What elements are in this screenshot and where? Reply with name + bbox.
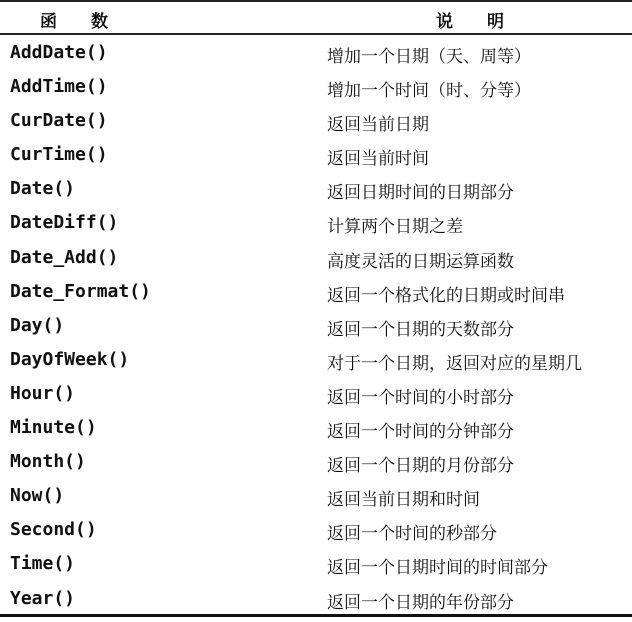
table-row	[0, 548, 632, 582]
function-name: Hour()	[10, 382, 76, 404]
function-description: 返回一个日期的月份部分	[327, 456, 514, 477]
header-function: 函 数	[40, 12, 108, 32]
table-row	[0, 583, 632, 617]
table-row	[0, 207, 632, 241]
table-row	[0, 105, 632, 139]
table-bottom-rule	[0, 614, 632, 617]
function-description: 返回当前日期	[327, 115, 429, 136]
function-name: Date_Add()	[10, 246, 119, 268]
function-name: AddDate()	[10, 42, 108, 63]
function-name: Year()	[10, 587, 76, 609]
function-name: DateDiff()	[10, 212, 119, 234]
function-description: 返回当前时间	[327, 149, 429, 170]
table-row	[0, 37, 632, 71]
function-name: DayOfWeek()	[10, 348, 130, 370]
function-name: Now()	[10, 485, 65, 507]
function-description: 对于一个日期，返回对应的星期几	[327, 353, 582, 374]
function-name: Date_Format()	[10, 280, 151, 302]
table-header	[0, 2, 632, 33]
table-row	[0, 71, 632, 105]
function-description: 返回当前日期和时间	[327, 490, 480, 511]
function-name: Time()	[10, 553, 76, 575]
table-row	[0, 276, 632, 310]
function-description: 返回日期时间的日期部分	[327, 183, 514, 204]
function-name: CurTime()	[10, 144, 108, 166]
function-name: Month()	[10, 451, 86, 473]
table-row	[0, 139, 632, 173]
function-description: 返回一个时间的秒部分	[327, 524, 497, 545]
function-description: 增加一个日期（天、周等）	[327, 47, 531, 67]
function-name: AddTime()	[10, 76, 108, 98]
function-description: 高度灵活的日期运算函数	[327, 251, 514, 272]
function-description: 返回一个日期的天数部分	[327, 319, 514, 340]
function-name: Second()	[10, 519, 97, 541]
function-description: 返回一个格式化的日期或时间串	[327, 285, 565, 306]
function-name: Date()	[10, 178, 76, 200]
header-description: 说 明	[436, 12, 504, 32]
table-row	[0, 242, 632, 276]
function-name: CurDate()	[10, 110, 108, 132]
function-description: 返回一个日期时间的时间部分	[327, 558, 548, 579]
function-description: 增加一个时间（时、分等）	[327, 81, 531, 102]
table-row	[0, 480, 632, 514]
table-row	[0, 378, 632, 412]
table-row	[0, 344, 632, 378]
function-name: Day()	[10, 314, 65, 336]
function-description: 计算两个日期之差	[327, 217, 463, 238]
table-header-rule	[0, 33, 632, 35]
function-description: 返回一个时间的分钟部分	[327, 422, 514, 443]
function-description: 返回一个时间的小时部分	[327, 387, 514, 408]
table-row	[0, 412, 632, 446]
table-row	[0, 173, 632, 207]
table-row	[0, 446, 632, 480]
table-row	[0, 310, 632, 344]
function-name: Minute()	[10, 417, 97, 439]
table-body	[0, 37, 632, 617]
table-row	[0, 514, 632, 548]
function-description: 返回一个日期的年份部分	[327, 592, 514, 613]
